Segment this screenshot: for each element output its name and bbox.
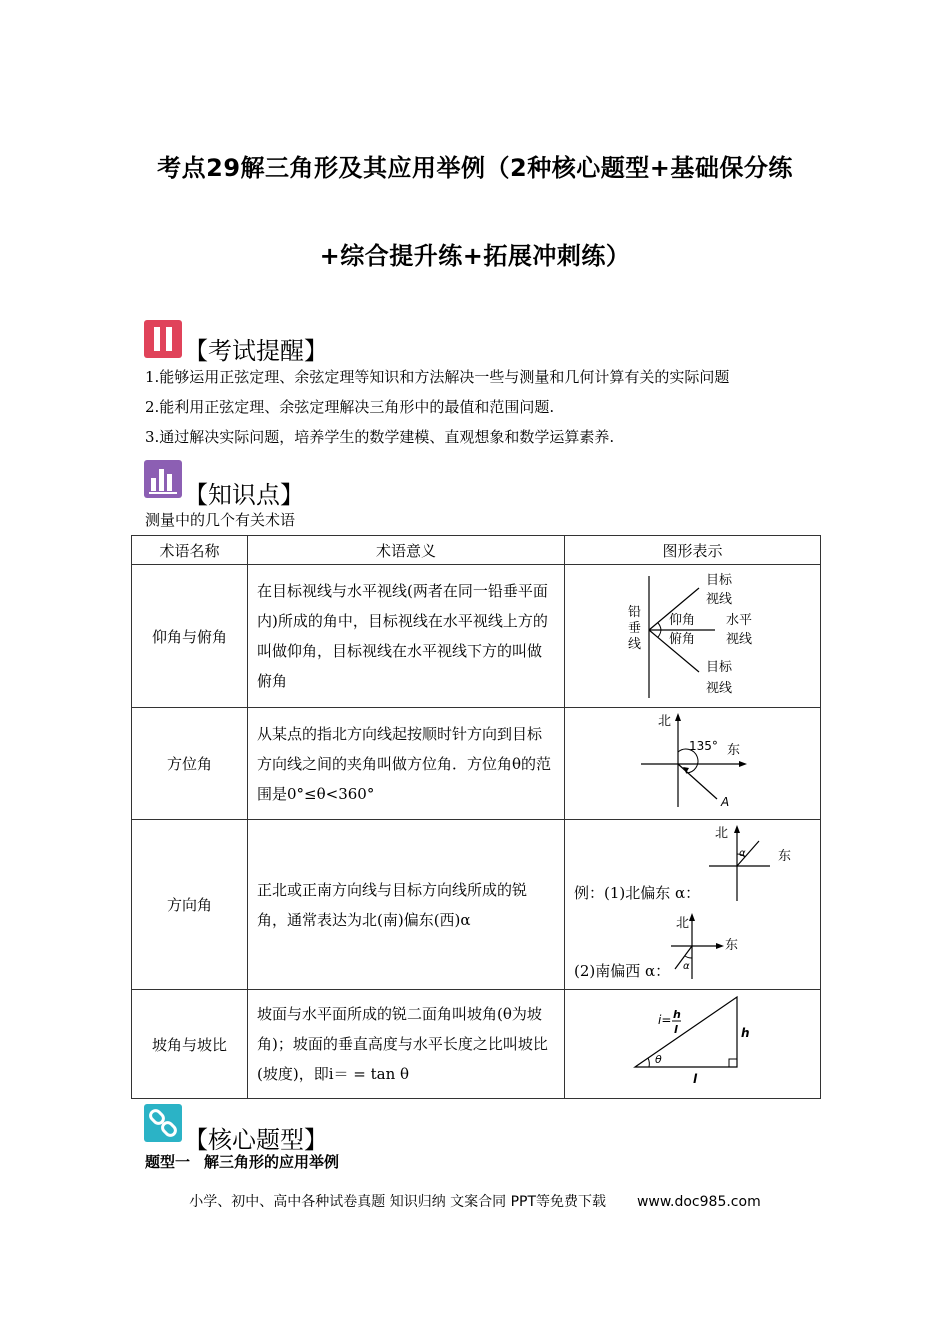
reminder-item-3: 3.通过解决实际问题，培养学生的数学建模、直观想象和数学运算素养. bbox=[145, 428, 615, 446]
fig3-north-label-2: 北 bbox=[676, 915, 690, 931]
fig2-angle-label: 135° bbox=[689, 738, 718, 753]
direction-angle-figure bbox=[565, 820, 821, 990]
page-title-line-2: +综合提升练+拓展冲刺练） bbox=[319, 242, 631, 270]
core-type-label: 题型一 bbox=[145, 1153, 191, 1171]
table-row bbox=[132, 990, 821, 1099]
fig4-length-label: l bbox=[693, 1072, 698, 1086]
header-term-meaning: 术语意义 bbox=[248, 536, 565, 565]
term-name: 仰角与俯角 bbox=[132, 565, 248, 708]
table-row bbox=[132, 708, 821, 820]
term-meaning: 正北或正南方向线与目标方向线所成的锐角，通常表达为北(南)偏东(西)α bbox=[257, 880, 528, 929]
fig4-height-label: h bbox=[741, 1026, 750, 1040]
fig1-sight-bottom-label: 视线 bbox=[706, 681, 733, 696]
table-header-row bbox=[132, 536, 821, 565]
fig1-plumb-label-1: 铅 bbox=[628, 605, 642, 620]
page-title-line-1: 考点29解三角形及其应用举例（2种核心题型+基础保分练 bbox=[157, 154, 793, 182]
knowledge-subtitle: 测量中的几个有关术语 bbox=[145, 511, 296, 529]
reminder-item-1: 1.能够运用正弦定理、余弦定理等知识和方法解决一些与测量和几何计算有关的实际问题 bbox=[145, 368, 730, 386]
link-icon bbox=[144, 1104, 182, 1142]
core-type-text: 解三角形的应用举例 bbox=[204, 1153, 340, 1171]
term-meaning: 从某点的指北方向线起按顺时针方向到目标方向线之间的夹角叫做方位角．方位角θ的范围是0°≤θ<360° bbox=[257, 724, 552, 803]
header-term-name: 术语名称 bbox=[132, 536, 248, 565]
fig3-alpha-label-1: α bbox=[739, 847, 746, 859]
term-name: 方向角 bbox=[132, 820, 248, 990]
bar-chart-icon bbox=[144, 460, 182, 498]
fig3-east-label-2: 东 bbox=[725, 937, 739, 953]
fig2-east-label: 东 bbox=[727, 742, 741, 758]
fig1-plumb-label-3: 线 bbox=[628, 637, 642, 652]
fig1-elevation-label: 仰角 bbox=[669, 613, 696, 628]
table-row bbox=[132, 565, 821, 708]
fig4-theta-label: θ bbox=[655, 1053, 662, 1066]
pause-icon bbox=[144, 320, 182, 358]
fig4-i-label: i= bbox=[658, 1013, 672, 1027]
fig2-point-label: A bbox=[721, 794, 730, 809]
elevation-depression-figure bbox=[565, 565, 821, 708]
fig1-horizontal-label-2: 视线 bbox=[726, 632, 753, 647]
terms-table bbox=[131, 535, 821, 1099]
table-row bbox=[132, 820, 821, 990]
footer-text: 小学、初中、高中各种试卷真题 知识归纳 文案合同 PPT等免费下载 bbox=[189, 1194, 607, 1210]
header-figure: 图形表示 bbox=[565, 536, 821, 565]
term-meaning: 坡面与水平面所成的锐二面角叫坡角(θ为坡角)；坡面的垂直高度与水平长度之比叫坡比(坡度)，即i＝ = tan θ bbox=[257, 1005, 548, 1083]
bearing-figure bbox=[565, 708, 821, 820]
fig1-plumb-label-2: 垂 bbox=[628, 621, 642, 636]
fig1-target-top-label: 目标 bbox=[706, 573, 733, 588]
core-type-heading bbox=[145, 1151, 353, 1172]
example-south-by-west: (2)南偏西 α： bbox=[574, 962, 671, 980]
example-north-by-east: 例：(1)北偏东 α： bbox=[574, 884, 701, 902]
fig3-alpha-label-2: α bbox=[683, 960, 690, 972]
term-name: 方位角 bbox=[132, 708, 248, 820]
fig3-north-label-1: 北 bbox=[715, 825, 729, 841]
section-title-core: 【核心题型】 bbox=[184, 1126, 328, 1154]
fig3-east-label-1: 东 bbox=[778, 848, 792, 864]
section-title-reminder: 【考试提醒】 bbox=[184, 337, 328, 365]
footer bbox=[0, 1191, 950, 1211]
term-meaning: 在目标视线与水平视线(两者在同一铅垂平面内)所成的角中，目标视线在水平视线上方的叫做仰角，目标视线在水平视线下方的叫做俯角 bbox=[257, 582, 548, 690]
term-name: 坡角与坡比 bbox=[132, 990, 248, 1099]
fig1-sight-top-label: 视线 bbox=[706, 592, 733, 607]
fig1-horizontal-label-1: 水平 bbox=[726, 613, 753, 628]
section-title-knowledge: 【知识点】 bbox=[184, 481, 304, 509]
fig1-target-bottom-label: 目标 bbox=[706, 660, 733, 675]
fig1-depression-label: 俯角 bbox=[669, 632, 696, 647]
fig4-ratio-denominator: l bbox=[674, 1023, 678, 1036]
reminder-item-2: 2.能利用正弦定理、余弦定理解决三角形中的最值和范围问题. bbox=[145, 398, 555, 416]
slope-figure bbox=[565, 990, 821, 1099]
fig4-ratio-numerator: h bbox=[673, 1008, 681, 1021]
footer-site-link[interactable]: www.doc985.com bbox=[636, 1194, 761, 1210]
fig2-north-label: 北 bbox=[658, 713, 672, 729]
